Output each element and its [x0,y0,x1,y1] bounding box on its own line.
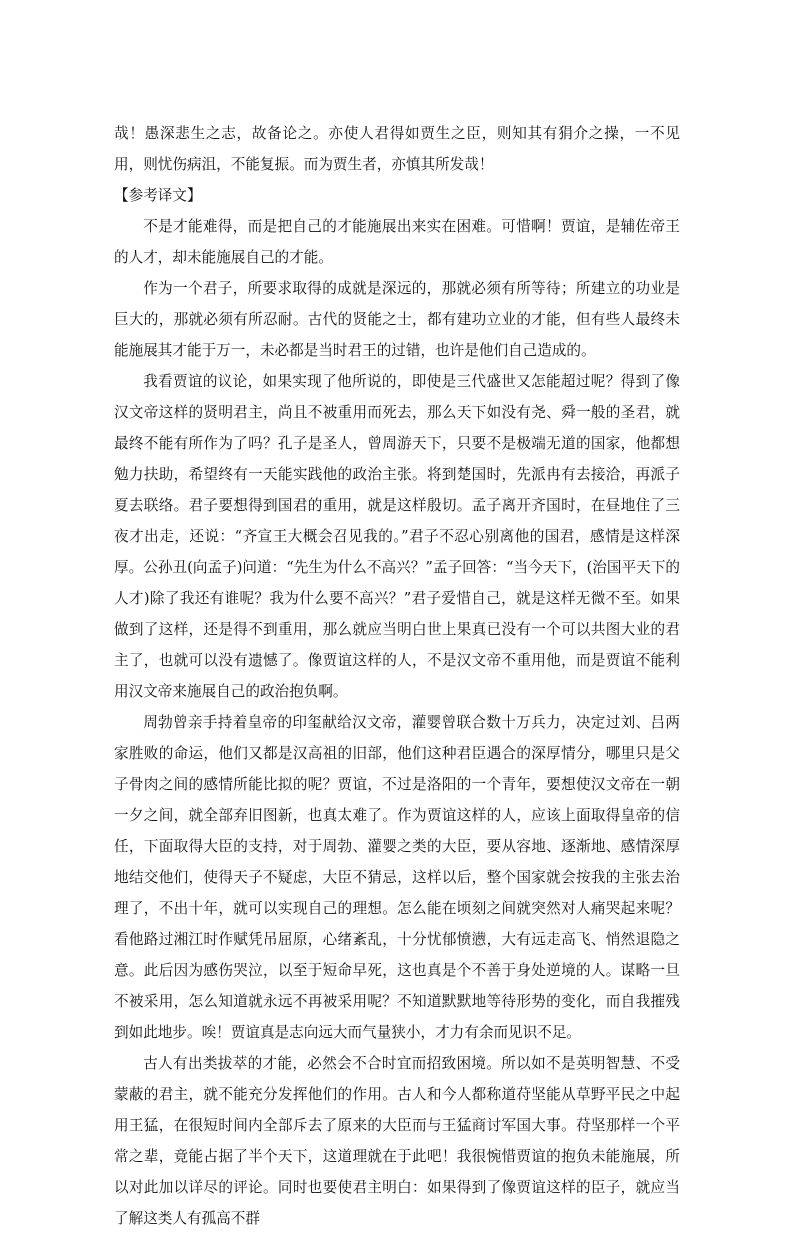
reference-translation-heading: 【参考译文】 [114,187,202,204]
translation-paragraph-5: 古人有出类拔萃的才能，必然会不合时宜而招致困境。所以如不是英明智慧、不受蒙蔽的君主，就不能充分发挥他们的作用。古人和今人都称道苻坚能从草野平民之中起用王猛，在很短时间内全部斥去了原来的大臣而与王猛商讨军国大事。苻坚那样一个平常之辈，竟能占据了半个天下，这道理就在于此吧！我很惋惜贾谊的抱负未能施展，所以对此加以详尽的评论。同时也要使君主明白：如果得到了像贾谊这样的臣子，就应当了解这类人有孤高不群 [114,1055,680,1227]
translation-paragraph-3: 我看贾谊的议论，如果实现了他所说的，即使是三代盛世又怎能超过呢？得到了像汉文帝这样的贤明君主，尚且不被重用而死去，那么天下如没有尧、舜一般的圣君，就最终不能有所作为了吗？孔子是圣人，曾周游天下，只要不是极端无道的国家，他都想勉力扶助，希望终有一天能实践他的政治主张。将到楚国时，先派冉有去接洽，再派子夏去联络。君子要想得到国君的重用，就是这样殷切。孟子离开齐国时，在昼地住了三夜才出走，还说：“齐宣王大概会召见我的。”君子不忍心别离他的国君，感情是这样深厚。公孙丑(向孟子)问道：“先生为什么不高兴？”孟子回答：“当今天下，(治国平天下的人才)除了我还有谁呢？我为什么要不高兴？”君子爱惜自己，就是这样无微不至。如果做到了这样，还是得不到重用，那么就应当明白世上果真已没有一个可以共图大业的君主了，也就可以没有遗憾了。像贾谊这样的人，不是汉文帝不重用他，而是贾谊不能利用汉文帝来施展自己的政治抱负啊。 [114,373,680,700]
translation-paragraph-1: 不是才能难得，而是把自己的才能施展出来实在困难。可惜啊！贾谊，是辅佐帝王的人才，却未能施展自己的才能。 [114,218,680,266]
translation-paragraph-4: 周勃曾亲手持着皇帝的印玺献给汉文帝，灌婴曾联合数十万兵力，决定过刘、吕两家胜败的命运，他们又都是汉高祖的旧部，他们这种君臣遇合的深厚情分，哪里只是父子骨肉之间的感情所能比拟的呢？贾谊，不过是洛阳的一个青年，要想使汉文帝在一朝一夕之间，就全部弃旧图新，也真太难了。作为贾谊这样的人，应该上面取得皇帝的信任，下面取得大臣的支持，对于周勃、灌婴之类的大臣，要从容地、逐渐地、感情深厚地结交他们，使得天子不疑虑，大臣不猜忌，这样以后，整个国家就会按我的主张去治理了，不出十年，就可以实现自己的理想。怎么能在顷刻之间就突然对人痛哭起来呢？看他路过湘江时作赋凭吊屈原，心绪紊乱，十分忧郁愤懑，大有远走高飞、悄然退隐之意。此后因为感伤哭泣，以至于短命早死，这也真是个不善于身处逆境的人。谋略一旦不被采用，怎么知道就永远不再被采用呢？不知道默默地等待形势的变化，而自我摧残到如此地步。唉！贾谊真是志向远大而气量狭小，才力有余而见识不足。 [114,714,680,1041]
translation-paragraph-2: 作为一个君子，所要求取得的成就是深远的，那就必须有所等待；所建立的功业是巨大的，那就必须有所忍耐。古代的贤能之士，都有建功立业的才能，但有些人最终未能施展其才能于万一，未必都是当时君王的过错，也许是他们自己造成的。 [114,280,680,359]
document-page [114,118,680,1234]
paragraph-original-ending: 哉！愚深悲生之志，故备论之。亦使人君得如贾生之臣，则知其有狷介之操，一不见用，则忧伤病沮，不能复振。而为贾生者，亦慎其所发哉！ [114,125,680,173]
